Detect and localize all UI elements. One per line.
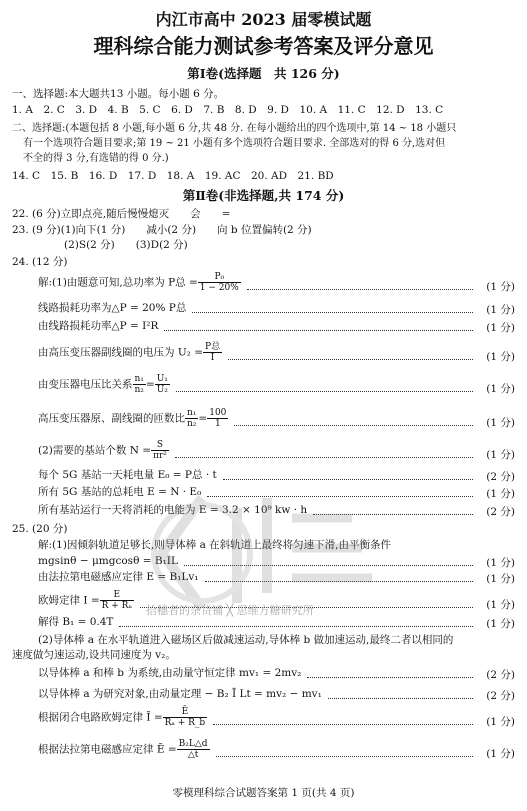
formula-text: = bbox=[145, 378, 155, 391]
formula-text: 欧姆定律 I = bbox=[38, 594, 100, 607]
q23-answer-line-1: 23. (9 分)(1)向下(1 分) 减小(2 分) 向 b 位置偏转(2 分) bbox=[12, 224, 312, 236]
formula-line bbox=[38, 374, 170, 395]
formula-line bbox=[38, 616, 113, 629]
fraction-denominator: n₂ bbox=[187, 419, 197, 429]
score-points: (2 分) bbox=[486, 471, 515, 483]
score-points: (2 分) bbox=[486, 690, 515, 702]
formula-fraction bbox=[185, 408, 198, 429]
mc2-instructions-2: 有一个选项符合题目要求;第 19 ~ 21 小题有多个选项符合题目要求. 全部选对的得 6 分,选对但 bbox=[23, 138, 446, 149]
formula-fraction bbox=[207, 408, 228, 429]
score-points: (1 分) bbox=[486, 557, 515, 569]
page-footer: 零模理科综合试题答案第 1 页(共 4 页) bbox=[172, 787, 355, 799]
fraction-numerator: U₁ bbox=[156, 374, 168, 384]
score-points: (1 分) bbox=[486, 488, 515, 500]
fraction-denominator: R + Rₐ bbox=[101, 601, 132, 611]
q25-intro: 解:(1)因倾斜轨道足够长,则导体棒 a 在斜轨道上最终将匀速下滑,由平衡条件 bbox=[38, 539, 392, 551]
formula-text: = bbox=[198, 412, 208, 425]
mc1-answers: 1. A 2. C 3. D 4. B 5. C 6. D 7. B 8. D 9. D 10. A 11. C 12. D 13. C bbox=[12, 104, 444, 116]
score-points: (1 分) bbox=[486, 748, 515, 760]
formula-text: 解得 B₁ = 0.4T bbox=[38, 616, 114, 628]
score-points: (1 分) bbox=[486, 618, 515, 630]
formula-line bbox=[38, 408, 228, 429]
score-points: (1 分) bbox=[486, 304, 515, 316]
mc2-answers: 14. C 15. B 16. D 17. D 18. A 19. AC 20. AD 21. BD bbox=[12, 170, 334, 182]
formula-text: mgsinθ − μmgcosθ = B₁IL bbox=[38, 555, 178, 567]
watermark-text: 拾穗者的杂货铺 ╳ 思维方糖研究所 bbox=[146, 604, 314, 617]
formula-text: 高压变压器原、副线圈的匝数比 bbox=[38, 412, 185, 425]
formula-line bbox=[38, 739, 210, 760]
formula-line bbox=[38, 320, 158, 333]
mc2-instructions-3: 不全的得 3 分,有选错的得 0 分.) bbox=[23, 153, 169, 164]
fraction-denominator: πr² bbox=[153, 451, 167, 461]
formula-line bbox=[38, 342, 222, 363]
dot-leader bbox=[176, 391, 473, 392]
fraction-numerator: Ē bbox=[163, 707, 208, 718]
formula-fraction bbox=[133, 374, 146, 395]
formula-fraction bbox=[151, 440, 169, 461]
formula-fraction bbox=[177, 739, 210, 760]
formula-text: 由法拉第电磁感应定律 E = B₁Lv₁ bbox=[38, 571, 199, 583]
formula-line bbox=[38, 302, 186, 315]
fraction-numerator: 100 bbox=[209, 408, 227, 418]
formula-text: 根据闭合电路欧姆定律 Ī = bbox=[38, 711, 163, 724]
fraction-numerator: P₀ bbox=[198, 272, 241, 283]
formula-text: 以导体棒 a 为研究对象,由动量定理 − B₂ Ī Lt = mv₂ − mv₁ bbox=[38, 688, 322, 700]
fraction-denominator: n₂ bbox=[134, 385, 144, 395]
document-subtitle: 理科综合能力测试参考答案及评分意见 bbox=[93, 34, 434, 58]
mc2-instructions-1: 二、选择题:(本题包括 8 小题,每小题 6 分,共 48 分. 在每小题给出的四个选项中,第 14 ~ 18 小题只 bbox=[12, 123, 457, 134]
score-points: (1 分) bbox=[486, 449, 515, 461]
fraction-denominator: U₂ bbox=[156, 385, 168, 395]
formula-line bbox=[38, 667, 301, 680]
score-points: (1 分) bbox=[486, 322, 515, 334]
formula-line bbox=[38, 440, 169, 461]
fraction-numerator: n₁ bbox=[187, 408, 197, 418]
formula-text: 由高压变压器副线圈的电压为 U₂ = bbox=[38, 346, 204, 359]
score-points: (1 分) bbox=[486, 383, 515, 395]
fraction-denominator: 1 − 20% bbox=[199, 283, 239, 293]
score-points: (1 分) bbox=[486, 417, 515, 429]
dot-leader bbox=[216, 756, 473, 757]
formula-text: 根据法拉第电磁感应定律 Ē = bbox=[38, 743, 177, 756]
score-points: (1 分) bbox=[486, 281, 515, 293]
formula-text: 所有 5G 基站的总耗电 E = N · E₀ bbox=[38, 486, 202, 498]
dot-leader bbox=[175, 457, 473, 458]
formula-text: (2)需要的基站个数 N = bbox=[38, 444, 152, 457]
fraction-numerator: S bbox=[151, 440, 169, 451]
q22-answer: 22. (6 分)立即点亮,随后慢慢熄灭 会 = bbox=[12, 208, 231, 220]
dot-leader bbox=[307, 677, 473, 678]
score-points: (2 分) bbox=[486, 506, 515, 518]
score-points: (1 分) bbox=[486, 716, 515, 728]
formula-line bbox=[38, 590, 134, 611]
part-2-heading: 第Ⅱ卷(非选择题,共 174 分) bbox=[182, 188, 345, 203]
score-points: (1 分) bbox=[486, 573, 515, 585]
fraction-numerator: n₁ bbox=[134, 374, 144, 384]
formula-line bbox=[38, 707, 207, 728]
dot-leader bbox=[247, 289, 473, 290]
formula-text: 以导体棒 a 和棒 b 为系统,由动量守恒定律 mv₁ = 2mv₂ bbox=[38, 667, 302, 679]
q25-part2-text-2: 速度做匀速运动,设共同速度为 v₂。 bbox=[12, 649, 176, 661]
fraction-numerator: E bbox=[100, 590, 134, 601]
fraction-numerator: P总 bbox=[205, 342, 221, 352]
score-points: (2 分) bbox=[486, 669, 515, 681]
score-points: (1 分) bbox=[486, 351, 515, 363]
formula-text: 由变压器电压比关系 bbox=[38, 378, 133, 391]
fraction-numerator: B₂L△d bbox=[178, 739, 208, 749]
fraction-denominator: Rₐ + R_b bbox=[164, 718, 206, 728]
dot-leader bbox=[164, 330, 473, 331]
formula-text: 由线路损耗功率△P = I²R bbox=[38, 320, 159, 332]
q25-part2-text-1: (2)导体棒 a 在水平轨道进入磁场区后做减速运动,导体棒 b 做加速运动,最终二者以相同的 bbox=[38, 634, 454, 646]
dot-leader bbox=[213, 724, 473, 725]
formula-fraction bbox=[155, 374, 170, 395]
formula-fraction bbox=[198, 272, 241, 293]
q24-heading: 24. (12 分) bbox=[12, 256, 68, 268]
mc1-intro: 一、选择题:本大题共13 小题。每小题 6 分。 bbox=[12, 88, 225, 100]
fraction-denominator: 1 bbox=[214, 419, 221, 429]
formula-text: 所有基站运行一天将消耗的电能为 E = 3.2 × 10⁹ kw · h bbox=[38, 504, 308, 516]
score-points: (1 分) bbox=[486, 599, 515, 611]
exam-title: 内江市高中 2023 届零模试题 bbox=[155, 10, 372, 29]
q23-answer-line-2: (2)S(2 分) (3)D(2 分) bbox=[64, 239, 188, 251]
fraction-denominator: I bbox=[210, 353, 215, 363]
formula-line bbox=[38, 272, 241, 293]
formula-fraction bbox=[203, 342, 222, 363]
formula-fraction bbox=[100, 590, 134, 611]
dot-leader bbox=[328, 698, 473, 699]
q25-heading: 25. (20 分) bbox=[12, 523, 68, 535]
formula-line bbox=[38, 688, 322, 701]
dot-leader bbox=[192, 312, 473, 313]
fraction-denominator: △t bbox=[187, 750, 199, 760]
formula-fraction bbox=[163, 707, 208, 728]
formula-text: 解:(1)由题意可知,总功率为 P总 = bbox=[38, 276, 198, 289]
part-1-heading: 第Ⅰ卷(选择题 共 126 分) bbox=[187, 66, 340, 81]
formula-text: 线路损耗功率为△P = 20% P总 bbox=[38, 302, 187, 314]
formula-text: 每个 5G 基站一天耗电量 E₀ = P总 · t bbox=[38, 469, 217, 481]
dot-leader bbox=[228, 359, 473, 360]
dot-leader bbox=[234, 425, 473, 426]
